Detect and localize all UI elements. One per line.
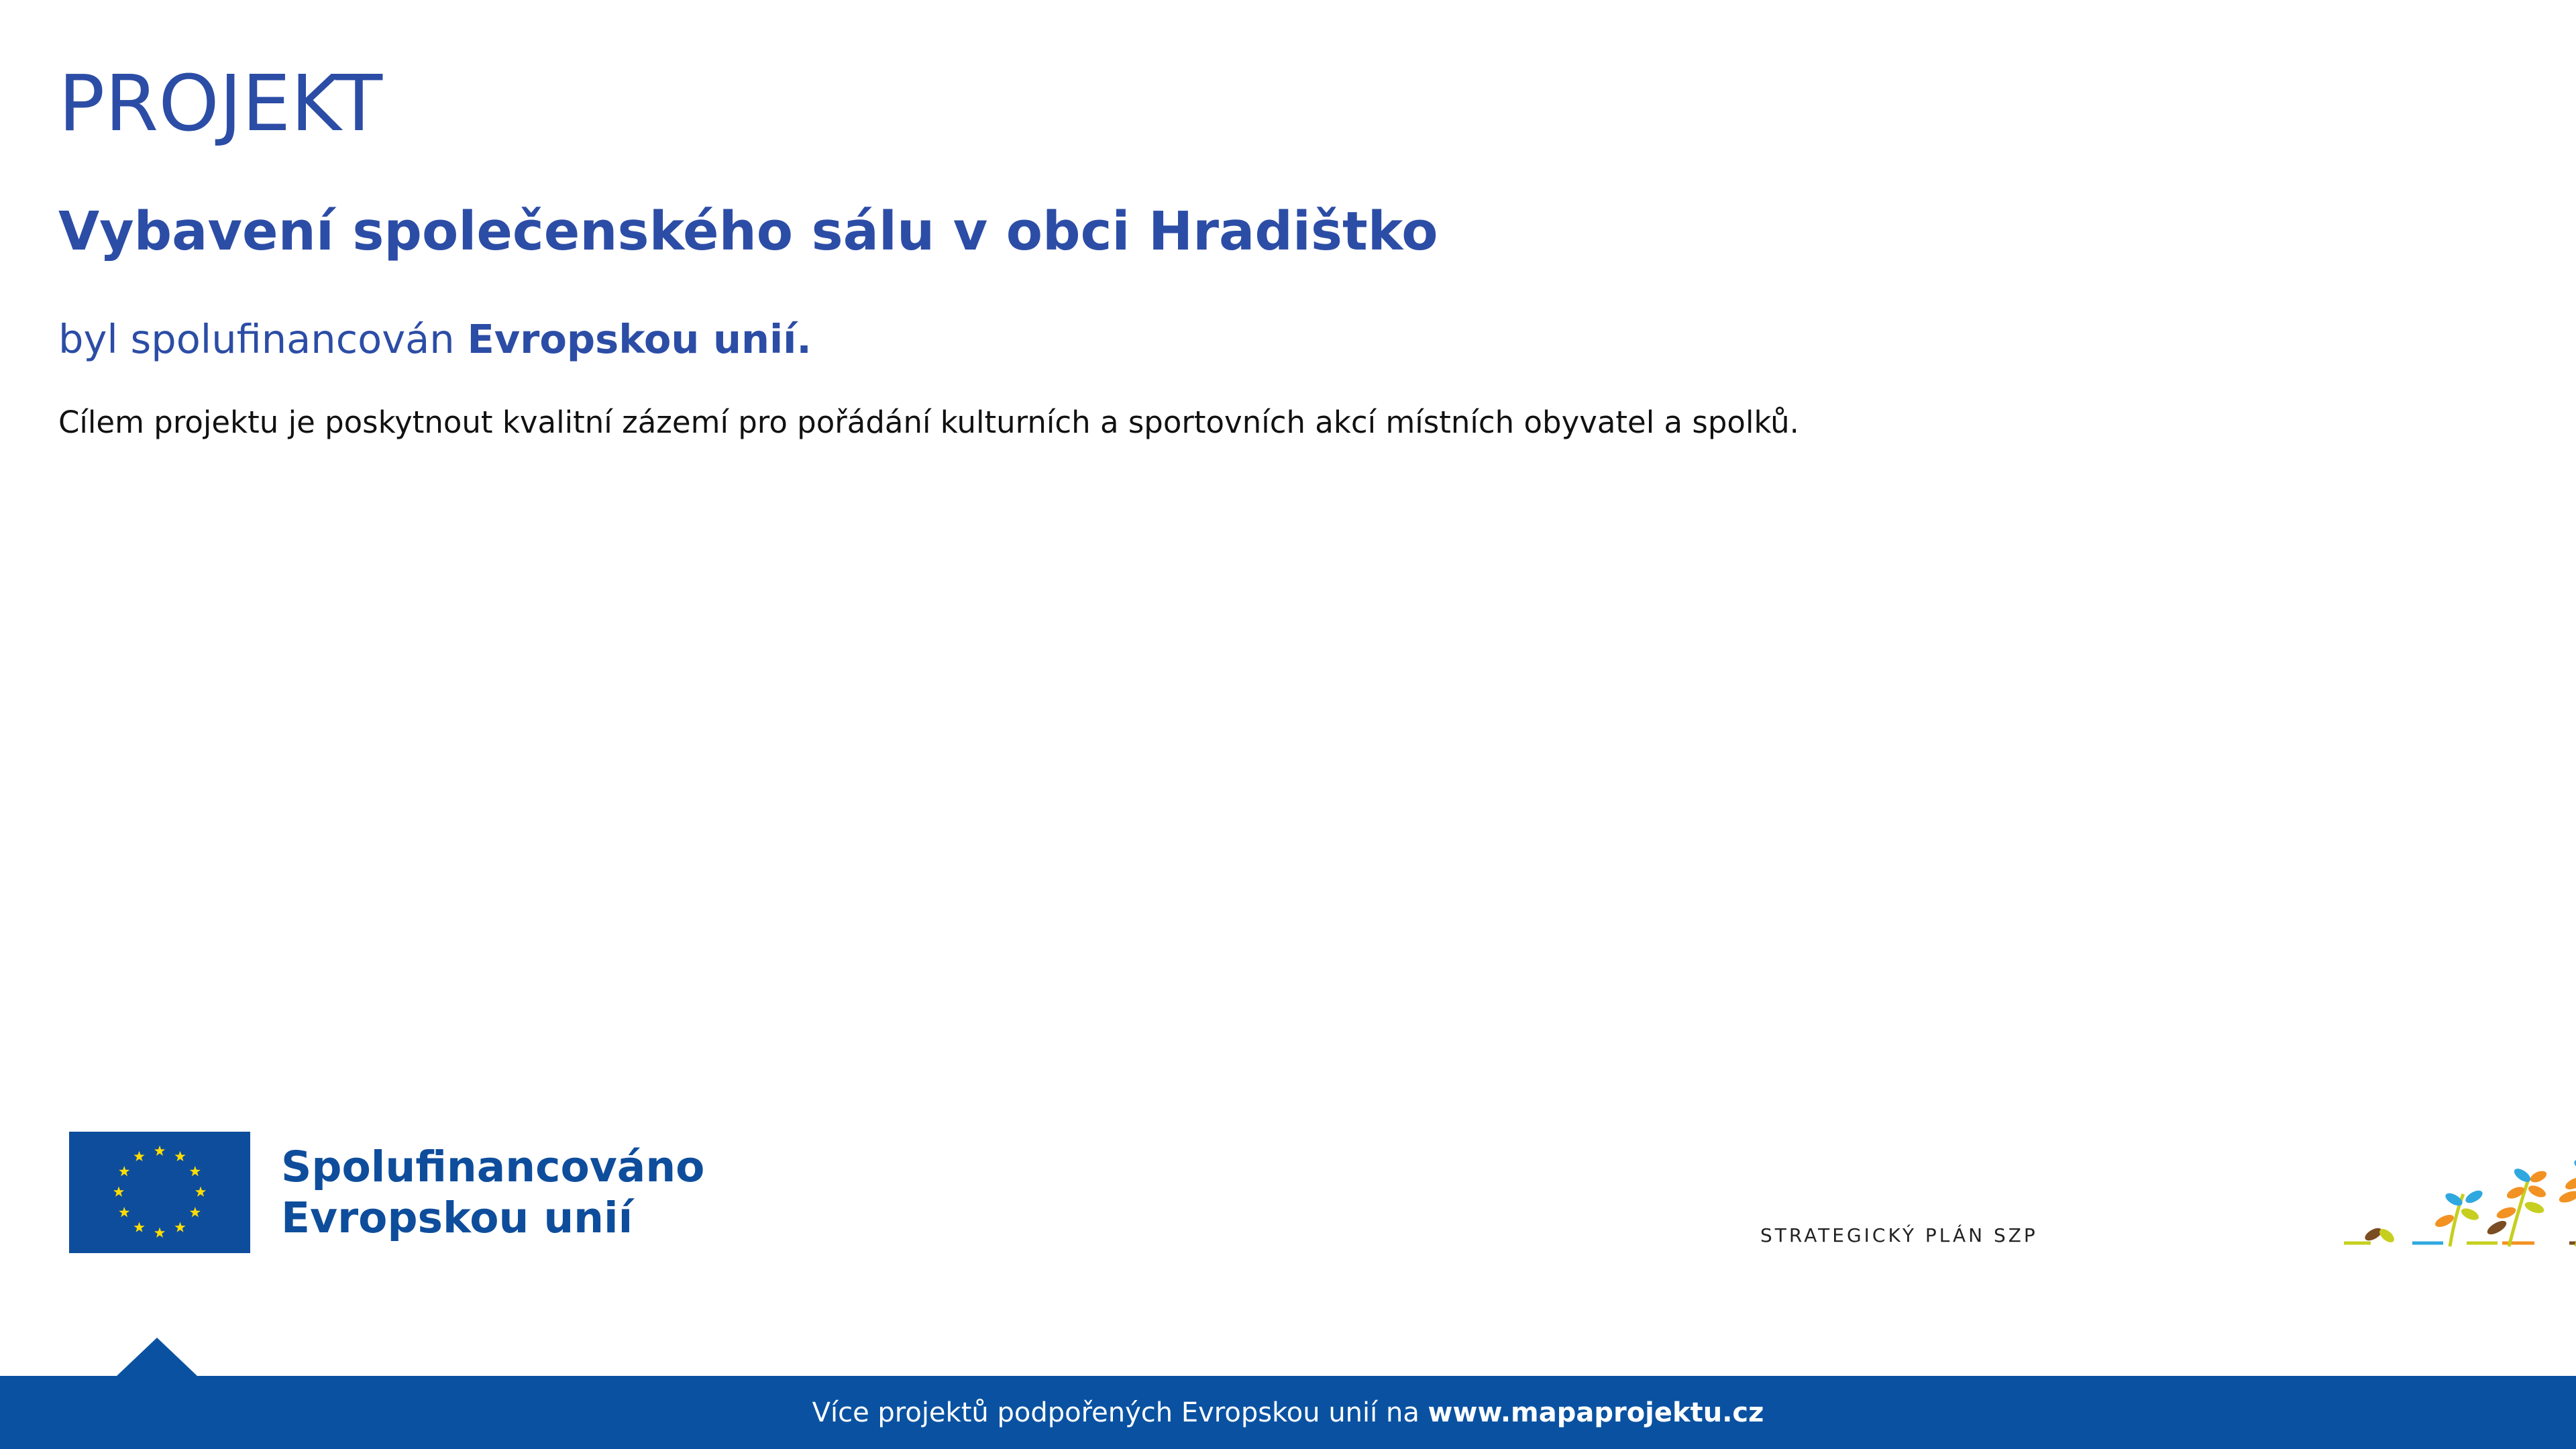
footer-text bbox=[812, 1397, 1764, 1428]
funding-statement bbox=[58, 318, 812, 362]
eu-cofinanced-logo bbox=[69, 1132, 704, 1253]
sprouting-plants-icon bbox=[2053, 1127, 2576, 1254]
eu-logo-line2: Evropskou unií bbox=[281, 1193, 633, 1242]
eu-logo-text bbox=[281, 1142, 704, 1243]
strategic-plan-szp-logo bbox=[1760, 1127, 2576, 1254]
eu-flag-icon bbox=[69, 1132, 250, 1253]
footer-tab-marker bbox=[116, 1338, 198, 1377]
footer-bar bbox=[0, 1376, 2576, 1449]
mapaprojektu-link[interactable]: www.mapaprojektu.cz bbox=[1428, 1397, 1764, 1428]
funding-prefix: byl spolufinancován bbox=[58, 316, 455, 362]
eu-logo-line1: Spolufinancováno bbox=[281, 1142, 705, 1191]
page-heading: PROJEKT bbox=[58, 59, 383, 149]
szp-logo-text: STRATEGICKÝ PLÁN SZP bbox=[1760, 1224, 2038, 1246]
funding-source: Evropskou unií. bbox=[467, 316, 812, 362]
project-title: Vybavení společenského sálu v obci Hradištko bbox=[58, 201, 1438, 262]
project-description: Cílem projektu je poskytnout kvalitní zázemí pro pořádání kulturních a sportovních akcí místních obyvatel a spolků. bbox=[58, 405, 1799, 440]
footer-label: Více projektů podpořených Evropskou unií na bbox=[812, 1397, 1419, 1428]
